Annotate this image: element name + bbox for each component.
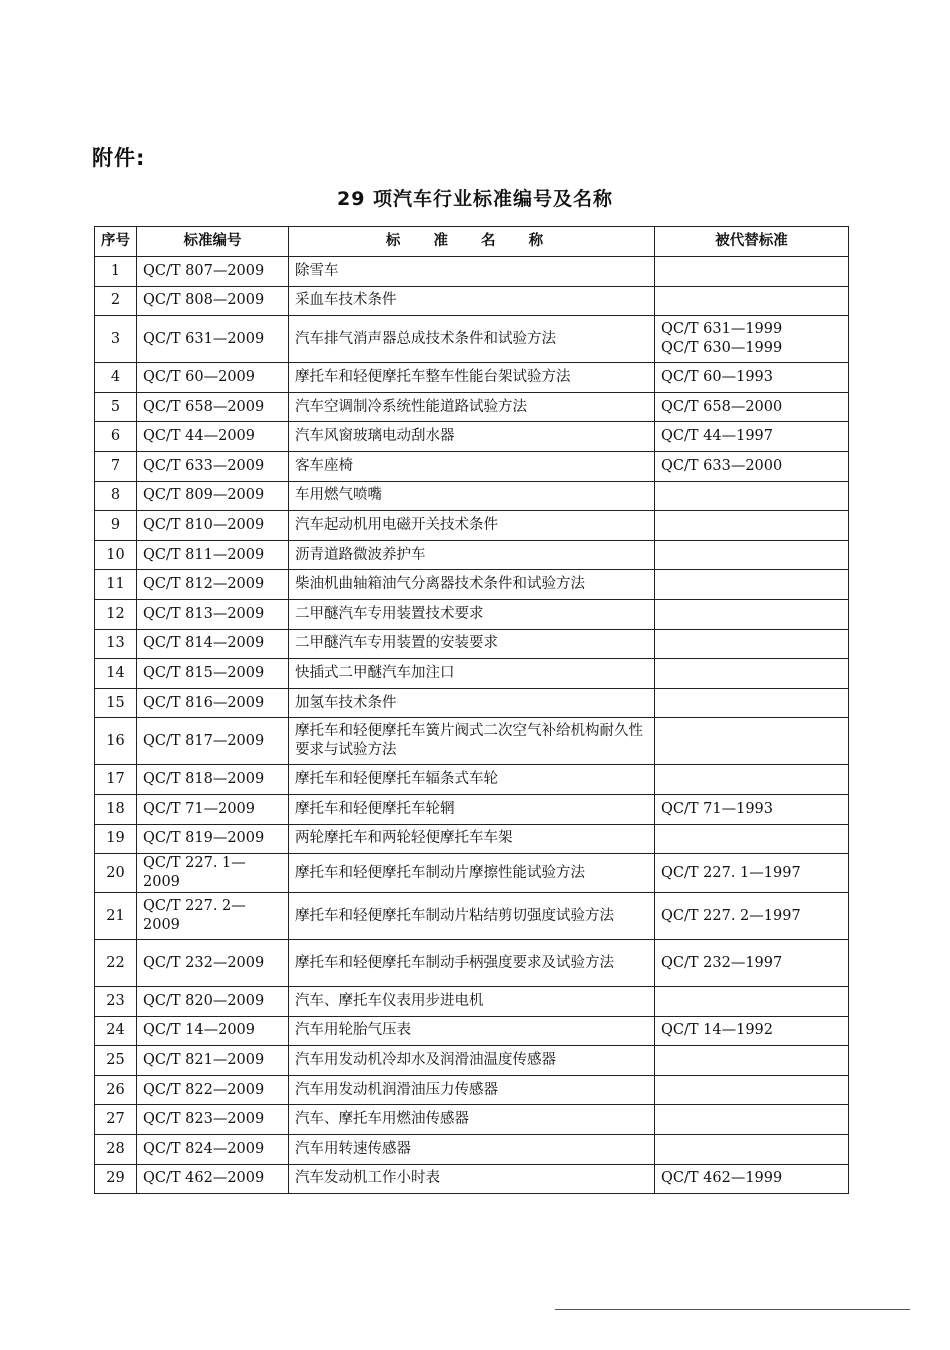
cell-code: QC/T 821—2009: [137, 1046, 289, 1076]
cell-name: 客车座椅: [289, 451, 655, 481]
header-replaced: 被代替标准: [655, 227, 849, 257]
cell-replaced: [655, 316, 849, 363]
cell-replaced: [655, 1016, 849, 1046]
table-row: [95, 718, 849, 765]
table-row: [95, 451, 849, 481]
cell-code: QC/T 808—2009: [137, 286, 289, 316]
cell-replaced: [655, 629, 849, 659]
cell-replaced: [655, 363, 849, 393]
table-row: [95, 257, 849, 287]
cell-replaced: [655, 893, 849, 940]
cell-seq: 29: [95, 1164, 137, 1194]
cell-seq: 25: [95, 1046, 137, 1076]
table-row: [95, 1075, 849, 1105]
cell-code: QC/T 810—2009: [137, 511, 289, 541]
cell-name: 汽车用轮胎气压表: [289, 1016, 655, 1046]
cell-seq: 22: [95, 940, 137, 987]
table-row: [95, 392, 849, 422]
cell-name: 采血车技术条件: [289, 286, 655, 316]
cell-code: QC/T 817—2009: [137, 718, 289, 765]
cell-replaced: [655, 540, 849, 570]
replaced-standard: QC/T 631—1999: [661, 321, 783, 338]
cell-name: 汽车发动机工作小时表: [289, 1164, 655, 1194]
cell-name: 汽车、摩托车用燃油传感器: [289, 1105, 655, 1135]
cell-seq: 10: [95, 540, 137, 570]
cell-seq: 27: [95, 1105, 137, 1135]
cell-name: 摩托车和轻便摩托车制动片摩擦性能试验方法: [289, 854, 655, 893]
replaced-standard: QC/T 232—1997: [661, 954, 783, 971]
replaced-standard: QC/T 71—1993: [661, 800, 773, 817]
cell-seq: 3: [95, 316, 137, 363]
table-row: [95, 1105, 849, 1135]
cell-code: QC/T 807—2009: [137, 257, 289, 287]
table-row: [95, 363, 849, 393]
cell-code: QC/T 813—2009: [137, 599, 289, 629]
cell-replaced: [655, 765, 849, 795]
cell-replaced: [655, 824, 849, 854]
cell-name: 摩托车和轻便摩托车制动手柄强度要求及试验方法: [289, 940, 655, 987]
cell-name: 摩托车和轻便摩托车轮辋: [289, 794, 655, 824]
table-header-row: [95, 227, 849, 257]
cell-code: QC/T 633—2009: [137, 451, 289, 481]
table-row: [95, 1135, 849, 1165]
cell-name: 二甲醚汽车专用装置技术要求: [289, 599, 655, 629]
cell-seq: 4: [95, 363, 137, 393]
cell-seq: 1: [95, 257, 137, 287]
cell-code: QC/T 822—2009: [137, 1075, 289, 1105]
cell-seq: 21: [95, 893, 137, 940]
cell-replaced: [655, 286, 849, 316]
document-title: 29 项汽车行业标准编号及名称: [336, 188, 614, 210]
cell-code: QC/T 60—2009: [137, 363, 289, 393]
table-row: [95, 481, 849, 511]
cell-replaced: [655, 1105, 849, 1135]
cell-seq: 15: [95, 688, 137, 718]
table-row: [95, 422, 849, 452]
cell-code: QC/T 462—2009: [137, 1164, 289, 1194]
cell-name: 汽车风窗玻璃电动刮水器: [289, 422, 655, 452]
header-seq: 序号: [95, 227, 137, 257]
table-body: [95, 257, 849, 1194]
cell-code: QC/T 631—2009: [137, 316, 289, 363]
cell-replaced: [655, 940, 849, 987]
cell-code: QC/T 811—2009: [137, 540, 289, 570]
cell-code: QC/T 44—2009: [137, 422, 289, 452]
cell-seq: 9: [95, 511, 137, 541]
cell-seq: 26: [95, 1075, 137, 1105]
table-row: [95, 765, 849, 795]
cell-code: QC/T 820—2009: [137, 987, 289, 1017]
replaced-standard: QC/T 462—1999: [661, 1170, 783, 1187]
cell-name: 汽车排气消声器总成技术条件和试验方法: [289, 316, 655, 363]
replaced-standard: QC/T 60—1993: [661, 368, 773, 385]
cell-seq: 23: [95, 987, 137, 1017]
cell-seq: 11: [95, 570, 137, 600]
table-row: [95, 987, 849, 1017]
standards-table: [94, 226, 849, 1194]
table-row: [95, 629, 849, 659]
cell-name: 汽车、摩托车仪表用步进电机: [289, 987, 655, 1017]
replaced-standard: QC/T 14—1992: [661, 1022, 773, 1039]
cell-seq: 13: [95, 629, 137, 659]
table-row: [95, 1046, 849, 1076]
cell-name: 汽车用转速传感器: [289, 1135, 655, 1165]
table-row: [95, 824, 849, 854]
cell-name: 摩托车和轻便摩托车制动片粘结剪切强度试验方法: [289, 893, 655, 940]
cell-name: 汽车用发动机冷却水及润滑油温度传感器: [289, 1046, 655, 1076]
cell-code: QC/T 823—2009: [137, 1105, 289, 1135]
cell-code: QC/T 824—2009: [137, 1135, 289, 1165]
replaced-standard: QC/T 227. 2—1997: [661, 907, 801, 924]
cell-seq: 6: [95, 422, 137, 452]
cell-seq: 24: [95, 1016, 137, 1046]
cell-code: QC/T 814—2009: [137, 629, 289, 659]
table-row: [95, 286, 849, 316]
cell-code: QC/T 658—2009: [137, 392, 289, 422]
header-name: 标 准 名 称: [289, 227, 655, 257]
cell-replaced: [655, 1046, 849, 1076]
cell-replaced: [655, 987, 849, 1017]
cell-replaced: [655, 451, 849, 481]
cell-seq: 2: [95, 286, 137, 316]
cell-replaced: [655, 1135, 849, 1165]
cell-name: 加氢车技术条件: [289, 688, 655, 718]
cell-replaced: [655, 511, 849, 541]
cell-seq: 19: [95, 824, 137, 854]
cell-name: 汽车空调制冷系统性能道路试验方法: [289, 392, 655, 422]
cell-name: 柴油机曲轴箱油气分离器技术条件和试验方法: [289, 570, 655, 600]
attachment-label: 附件:: [92, 146, 146, 170]
cell-name: 汽车用发动机润滑油压力传感器: [289, 1075, 655, 1105]
header-code: 标准编号: [137, 227, 289, 257]
table-row: [95, 570, 849, 600]
cell-replaced: [655, 659, 849, 689]
cell-name: 摩托车和轻便摩托车整车性能台架试验方法: [289, 363, 655, 393]
table-row: [95, 316, 849, 363]
table-row: [95, 599, 849, 629]
table-row: [95, 893, 849, 940]
cell-replaced: [655, 1075, 849, 1105]
cell-name: 除雪车: [289, 257, 655, 287]
cell-code: QC/T 227. 2—2009: [137, 893, 289, 940]
cell-code: QC/T 815—2009: [137, 659, 289, 689]
cell-code: QC/T 816—2009: [137, 688, 289, 718]
cell-seq: 17: [95, 765, 137, 795]
cell-seq: 18: [95, 794, 137, 824]
cell-replaced: [655, 570, 849, 600]
cell-name: 快插式二甲醚汽车加注口: [289, 659, 655, 689]
cell-code: QC/T 71—2009: [137, 794, 289, 824]
table-row: [95, 540, 849, 570]
cell-replaced: [655, 599, 849, 629]
cell-seq: 7: [95, 451, 137, 481]
replaced-standard: QC/T 633—2000: [661, 457, 783, 474]
cell-replaced: [655, 794, 849, 824]
cell-name: 车用燃气喷嘴: [289, 481, 655, 511]
table-row: [95, 1016, 849, 1046]
cell-code: QC/T 809—2009: [137, 481, 289, 511]
cell-replaced: [655, 392, 849, 422]
table-row: [95, 854, 849, 893]
cell-seq: 5: [95, 392, 137, 422]
replaced-standard: QC/T 227. 1—1997: [661, 864, 801, 881]
cell-code: QC/T 812—2009: [137, 570, 289, 600]
table-row: [95, 688, 849, 718]
footer-rule: [555, 1309, 910, 1310]
table-row: [95, 940, 849, 987]
replaced-standard: QC/T 630—1999: [661, 340, 783, 357]
cell-code: QC/T 818—2009: [137, 765, 289, 795]
replaced-standard: QC/T 658—2000: [661, 398, 783, 415]
cell-code: QC/T 227. 1—2009: [137, 854, 289, 893]
cell-name: 摩托车和轻便摩托车簧片阀式二次空气补给机构耐久性要求与试验方法: [289, 718, 655, 765]
cell-seq: 12: [95, 599, 137, 629]
cell-name: 沥青道路微波养护车: [289, 540, 655, 570]
cell-replaced: [655, 854, 849, 893]
cell-replaced: [655, 422, 849, 452]
cell-code: QC/T 819—2009: [137, 824, 289, 854]
cell-replaced: [655, 1164, 849, 1194]
cell-seq: 14: [95, 659, 137, 689]
cell-name: 二甲醚汽车专用装置的安装要求: [289, 629, 655, 659]
cell-seq: 28: [95, 1135, 137, 1165]
cell-code: QC/T 14—2009: [137, 1016, 289, 1046]
cell-seq: 8: [95, 481, 137, 511]
table-row: [95, 659, 849, 689]
table-row: [95, 794, 849, 824]
table-row: [95, 511, 849, 541]
cell-seq: 20: [95, 854, 137, 893]
cell-replaced: [655, 688, 849, 718]
cell-name: 两轮摩托车和两轮轻便摩托车车架: [289, 824, 655, 854]
cell-replaced: [655, 257, 849, 287]
table-row: [95, 1164, 849, 1194]
replaced-standard: QC/T 44—1997: [661, 428, 773, 445]
cell-name: 汽车起动机用电磁开关技术条件: [289, 511, 655, 541]
cell-replaced: [655, 718, 849, 765]
cell-name: 摩托车和轻便摩托车辐条式车轮: [289, 765, 655, 795]
cell-code: QC/T 232—2009: [137, 940, 289, 987]
cell-seq: 16: [95, 718, 137, 765]
cell-replaced: [655, 481, 849, 511]
